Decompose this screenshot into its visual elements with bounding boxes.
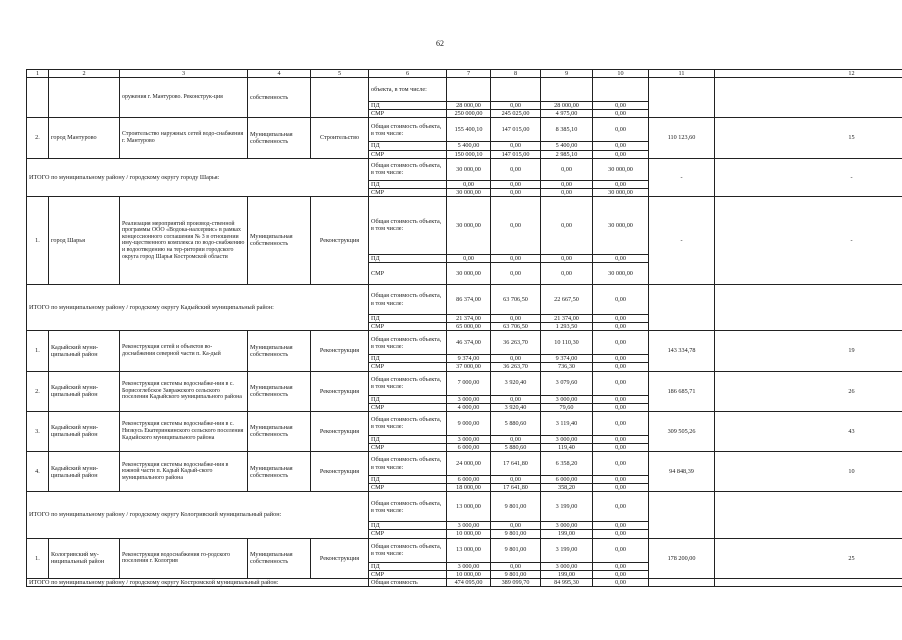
- capacity-cell: -: [649, 158, 715, 196]
- value-cell: 0,00: [491, 158, 541, 180]
- value-cell: 0,00: [593, 371, 649, 395]
- cost-label: Общая стоимость объекта, в том числе:: [369, 285, 447, 315]
- value-cell: 5 880,60: [491, 411, 541, 435]
- pd-label: ПД: [369, 142, 447, 150]
- column-number-row: [27, 70, 902, 78]
- value-cell: 46 374,00: [447, 331, 491, 355]
- capacity-cell: 178 200,00: [649, 538, 715, 578]
- value-cell: 3 000,00: [541, 562, 593, 570]
- row-number: 2.: [27, 371, 49, 411]
- total-title: ИТОГО по муниципальному району / городскому округу Кадыйский муниципальный район:: [27, 285, 369, 331]
- work-type: Реконструкция: [311, 331, 369, 371]
- value-cell: 0,00: [541, 158, 593, 180]
- municipality: Кадыйский муни-ципальный район: [49, 331, 120, 371]
- value-cell: 0,00: [491, 315, 541, 323]
- value-cell: 10 000,00: [447, 530, 491, 538]
- value-cell: 0,00: [491, 435, 541, 443]
- row-number: 3.: [27, 411, 49, 451]
- value-cell: 0,00: [593, 110, 649, 118]
- value-cell: 6 358,20: [541, 452, 593, 476]
- value-cell: 147 015,00: [491, 150, 541, 158]
- table-row: [27, 538, 902, 562]
- value-cell: 0,00: [593, 331, 649, 355]
- value-cell: 36 263,70: [491, 363, 541, 371]
- value-cell: 9 374,00: [447, 355, 491, 363]
- value-cell: 736,30: [541, 363, 593, 371]
- column-number: 4: [248, 70, 311, 78]
- value-cell: 199,00: [541, 530, 593, 538]
- value-cell: 5 400,00: [447, 142, 491, 150]
- value-cell: 0,00: [593, 411, 649, 435]
- value-cell: 17 641,80: [491, 452, 541, 476]
- value-cell: 0,00: [541, 254, 593, 262]
- value-cell: 4 000,00: [447, 403, 491, 411]
- value-cell: 28 000,00: [447, 102, 491, 110]
- value-cell: 0,00: [491, 476, 541, 484]
- value-cell: 150 000,10: [447, 150, 491, 158]
- municipality: город Шарья: [49, 196, 120, 284]
- value-cell: 30 000,00: [447, 158, 491, 180]
- smr-label: СМР: [369, 403, 447, 411]
- work-type: Реконструкция: [311, 411, 369, 451]
- column-number: 8: [491, 70, 541, 78]
- count-cell: -: [715, 158, 902, 196]
- column-number: 10: [593, 70, 649, 78]
- value-cell: 63 706,50: [491, 285, 541, 315]
- cost-label: Общая стоимость объекта, в том числе:: [369, 538, 447, 562]
- row-number: 1.: [27, 196, 49, 284]
- cost-label: Общая стоимость объекта, в том числе:: [369, 492, 447, 522]
- smr-label: СМР: [369, 484, 447, 492]
- count-cell: -: [715, 196, 902, 284]
- value-cell: 9 801,00: [491, 530, 541, 538]
- pd-label: ПД: [369, 254, 447, 262]
- column-number: 2: [49, 70, 120, 78]
- column-number: 1: [27, 70, 49, 78]
- value-cell: 8 385,10: [541, 118, 593, 142]
- value-cell: 22 667,50: [541, 285, 593, 315]
- cost-label: Общая стоимость объекта, в том числе:: [369, 452, 447, 476]
- value-cell: 0,00: [593, 254, 649, 262]
- row-number: 2.: [27, 118, 49, 158]
- count-cell: 15: [715, 118, 902, 158]
- total-row: [27, 578, 902, 586]
- value-cell: 0,00: [491, 254, 541, 262]
- value-cell: 86 374,00: [447, 285, 491, 315]
- value-cell: [593, 78, 649, 102]
- value-cell: 0,00: [593, 570, 649, 578]
- value-cell: 18 000,00: [447, 484, 491, 492]
- row-number: 1.: [27, 538, 49, 578]
- municipality: город Мантурово: [49, 118, 120, 158]
- value-cell: 0,00: [593, 118, 649, 142]
- value-cell: 3 119,40: [541, 411, 593, 435]
- value-cell: 9 374,00: [541, 355, 593, 363]
- value-cell: 28 000,00: [541, 102, 593, 110]
- cost-label: объекта, в том числе:: [369, 78, 447, 102]
- object-name: Реконструкция сетей и объектов во-доснабжения северной части п. Ка-дый: [120, 331, 248, 371]
- capacity-cell: 186 685,71: [649, 371, 715, 411]
- value-cell: 30 000,00: [447, 263, 491, 285]
- value-cell: 0,00: [593, 315, 649, 323]
- value-cell: 0,00: [593, 180, 649, 188]
- municipality: [49, 78, 120, 118]
- value-cell: 13 000,00: [447, 492, 491, 522]
- capacity-cell: 94 848,39: [649, 452, 715, 492]
- capacity-cell: 309 505,26: [649, 411, 715, 451]
- count-cell: [715, 492, 902, 538]
- column-number: 3: [120, 70, 248, 78]
- work-type: Реконструкция: [311, 538, 369, 578]
- cost-label: Общая стоимость: [369, 578, 447, 586]
- column-number: 7: [447, 70, 491, 78]
- municipality: Кадыйский муни-ципальный район: [49, 411, 120, 451]
- value-cell: 3 000,00: [541, 395, 593, 403]
- object-name: Реконструкция водоснабжения го-родского поселения г. Кологрив: [120, 538, 248, 578]
- value-cell: 0,00: [541, 196, 593, 254]
- pd-label: ПД: [369, 180, 447, 188]
- total-row: [27, 158, 902, 180]
- table-row: [27, 196, 902, 254]
- work-type: Строительство: [311, 118, 369, 158]
- value-cell: 0,00: [593, 484, 649, 492]
- column-number: 9: [541, 70, 593, 78]
- value-cell: 3 000,00: [541, 522, 593, 530]
- value-cell: 3 079,60: [541, 371, 593, 395]
- pd-label: ПД: [369, 395, 447, 403]
- count-cell: [715, 285, 902, 331]
- municipality: Кадыйский муни-ципальный район: [49, 452, 120, 492]
- smr-label: СМР: [369, 263, 447, 285]
- smr-label: СМР: [369, 150, 447, 158]
- pd-label: ПД: [369, 102, 447, 110]
- value-cell: 84 995,30: [541, 578, 593, 586]
- value-cell: 3 000,00: [447, 435, 491, 443]
- value-cell: 4 975,00: [541, 110, 593, 118]
- value-cell: 0,00: [593, 562, 649, 570]
- value-cell: 0,00: [593, 142, 649, 150]
- value-cell: 0,00: [593, 363, 649, 371]
- capacity-cell: 143 334,78: [649, 331, 715, 371]
- value-cell: 36 263,70: [491, 331, 541, 355]
- work-type: [311, 78, 369, 118]
- cost-label: Общая стоимость объекта, в том числе:: [369, 331, 447, 355]
- value-cell: 0,00: [593, 452, 649, 476]
- object-name: Реконструкция системы водоснабже-ния в с. Борисоглебское Завражского сельского поселения Кадыйского муниципального района: [120, 371, 248, 411]
- table-row: [27, 78, 902, 102]
- value-cell: 30 000,00: [593, 158, 649, 180]
- value-cell: 0,00: [593, 538, 649, 562]
- value-cell: 0,00: [593, 102, 649, 110]
- table-row: [27, 371, 902, 395]
- column-number: 5: [311, 70, 369, 78]
- capacity-cell: [649, 578, 715, 586]
- row-number: 4.: [27, 452, 49, 492]
- value-cell: 389 099,70: [491, 578, 541, 586]
- value-cell: [541, 78, 593, 102]
- value-cell: 0,00: [491, 196, 541, 254]
- value-cell: 1 293,50: [541, 323, 593, 331]
- total-title: ИТОГО по муниципальному району / городскому округу Костромской муниципальный район:: [27, 578, 369, 586]
- value-cell: 0,00: [593, 150, 649, 158]
- count-cell: 26: [715, 371, 902, 411]
- value-cell: 3 000,00: [447, 522, 491, 530]
- value-cell: 0,00: [491, 355, 541, 363]
- value-cell: 3 920,40: [491, 403, 541, 411]
- pd-label: ПД: [369, 355, 447, 363]
- value-cell: 0,00: [593, 395, 649, 403]
- value-cell: 0,00: [593, 435, 649, 443]
- value-cell: 21 374,00: [447, 315, 491, 323]
- value-cell: 3 000,00: [541, 435, 593, 443]
- value-cell: 63 706,50: [491, 323, 541, 331]
- value-cell: 0,00: [593, 476, 649, 484]
- total-title: ИТОГО по муниципальному району / городскому округу Кологривский муниципальный район:: [27, 492, 369, 538]
- value-cell: 474 095,00: [447, 578, 491, 586]
- cost-label: Общая стоимость объекта, в том числе:: [369, 371, 447, 395]
- value-cell: 6 000,00: [541, 476, 593, 484]
- capacity-cell: [649, 78, 715, 118]
- investment-table: [26, 69, 902, 587]
- value-cell: [491, 78, 541, 102]
- value-cell: 0,00: [593, 578, 649, 586]
- value-cell: 147 015,00: [491, 118, 541, 142]
- cost-label: Общая стоимость объекта, в том числе:: [369, 196, 447, 254]
- value-cell: 13 000,00: [447, 538, 491, 562]
- value-cell: 6 000,00: [447, 476, 491, 484]
- object-name: Реконструкция системы водоснабже-ния в с. Низкусь Екатеринкинского сельского поселения Кадыйского муниципального района: [120, 411, 248, 451]
- table-row: [27, 411, 902, 435]
- count-cell: 25: [715, 538, 902, 578]
- object-name: оружения г. Мантурово. Реконструк-ция: [120, 78, 248, 118]
- cost-label: Общая стоимость объекта, в том числе:: [369, 118, 447, 142]
- value-cell: 5 880,60: [491, 443, 541, 451]
- value-cell: 24 000,00: [447, 452, 491, 476]
- pd-label: ПД: [369, 315, 447, 323]
- ownership: Муниципальная собственность: [248, 118, 311, 158]
- value-cell: 0,00: [491, 562, 541, 570]
- value-cell: 0,00: [593, 355, 649, 363]
- value-cell: 2 985,10: [541, 150, 593, 158]
- value-cell: 0,00: [491, 180, 541, 188]
- value-cell: 0,00: [541, 263, 593, 285]
- total-title: ИТОГО по муниципальному району / городскому округу городу Шарья:: [27, 158, 369, 196]
- value-cell: 155 400,10: [447, 118, 491, 142]
- value-cell: 0,00: [491, 188, 541, 196]
- object-name: Строительство наружных сетей водо-снабжения г. Мантурово: [120, 118, 248, 158]
- value-cell: 0,00: [491, 522, 541, 530]
- value-cell: 9 000,00: [447, 411, 491, 435]
- value-cell: 0,00: [447, 180, 491, 188]
- value-cell: 0,00: [593, 492, 649, 522]
- smr-label: СМР: [369, 323, 447, 331]
- work-type: Реконструкция: [311, 371, 369, 411]
- total-row: [27, 492, 902, 522]
- count-cell: [715, 78, 902, 118]
- value-cell: [447, 78, 491, 102]
- value-cell: 30 000,00: [593, 188, 649, 196]
- smr-label: СМР: [369, 443, 447, 451]
- value-cell: 0,00: [593, 522, 649, 530]
- value-cell: 3 199,00: [541, 492, 593, 522]
- capacity-cell: 110 123,60: [649, 118, 715, 158]
- capacity-cell: [649, 492, 715, 538]
- municipality: Кологривский му-ниципальный район: [49, 538, 120, 578]
- page-number: 62: [436, 39, 444, 48]
- cost-label: Общая стоимость объекта, в том числе:: [369, 411, 447, 435]
- value-cell: 10 110,30: [541, 331, 593, 355]
- value-cell: 0,00: [447, 254, 491, 262]
- ownership: Муниципальная собственность: [248, 411, 311, 451]
- count-cell: [715, 578, 902, 586]
- table-row: [27, 331, 902, 355]
- value-cell: 30 000,00: [593, 263, 649, 285]
- value-cell: 9 801,00: [491, 538, 541, 562]
- smr-label: СМР: [369, 110, 447, 118]
- row-number: [27, 78, 49, 118]
- value-cell: 17 641,80: [491, 484, 541, 492]
- pd-label: ПД: [369, 562, 447, 570]
- value-cell: 0,00: [491, 102, 541, 110]
- ownership: Муниципальная собственность: [248, 538, 311, 578]
- value-cell: 9 801,00: [491, 570, 541, 578]
- value-cell: 10 000,00: [447, 570, 491, 578]
- ownership: Муниципальная собственность: [248, 196, 311, 284]
- value-cell: 79,60: [541, 403, 593, 411]
- value-cell: 65 000,00: [447, 323, 491, 331]
- work-type: Реконструкция: [311, 196, 369, 284]
- smr-label: СМР: [369, 188, 447, 196]
- value-cell: 0,00: [491, 142, 541, 150]
- value-cell: 0,00: [491, 263, 541, 285]
- value-cell: 30 000,00: [593, 196, 649, 254]
- ownership: Муниципальная собственность: [248, 452, 311, 492]
- value-cell: 199,00: [541, 570, 593, 578]
- value-cell: 6 000,00: [447, 443, 491, 451]
- value-cell: 3 920,40: [491, 371, 541, 395]
- capacity-cell: -: [649, 196, 715, 284]
- object-name: Реконструкция системы водоснабже-ния в южной части п. Кадый Кадый-ского муниципального района: [120, 452, 248, 492]
- table-row: [27, 452, 902, 476]
- value-cell: 0,00: [593, 323, 649, 331]
- ownership: Муниципальная собственность: [248, 331, 311, 371]
- pd-label: ПД: [369, 435, 447, 443]
- smr-label: СМР: [369, 570, 447, 578]
- value-cell: 3 000,00: [447, 395, 491, 403]
- value-cell: 30 000,00: [447, 188, 491, 196]
- value-cell: 3 000,00: [447, 562, 491, 570]
- ownership: собственность: [248, 78, 311, 118]
- value-cell: 37 000,00: [447, 363, 491, 371]
- value-cell: 7 000,00: [447, 371, 491, 395]
- value-cell: 0,00: [541, 188, 593, 196]
- count-cell: 10: [715, 452, 902, 492]
- value-cell: 358,20: [541, 484, 593, 492]
- capacity-cell: [649, 285, 715, 331]
- count-cell: 43: [715, 411, 902, 451]
- value-cell: 3 199,00: [541, 538, 593, 562]
- value-cell: 0,00: [491, 395, 541, 403]
- value-cell: 0,00: [593, 443, 649, 451]
- value-cell: 5 400,00: [541, 142, 593, 150]
- smr-label: СМР: [369, 530, 447, 538]
- municipality: Кадыйский муни-ципальный район: [49, 371, 120, 411]
- value-cell: 250 000,00: [447, 110, 491, 118]
- smr-label: СМР: [369, 363, 447, 371]
- value-cell: 119,40: [541, 443, 593, 451]
- column-number: 11: [649, 70, 715, 78]
- value-cell: 0,00: [541, 180, 593, 188]
- value-cell: 0,00: [593, 530, 649, 538]
- cost-label: Общая стоимость объекта, в том числе:: [369, 158, 447, 180]
- value-cell: 9 801,00: [491, 492, 541, 522]
- value-cell: 0,00: [593, 285, 649, 315]
- pd-label: ПД: [369, 522, 447, 530]
- count-cell: 19: [715, 331, 902, 371]
- value-cell: 245 025,00: [491, 110, 541, 118]
- value-cell: 21 374,00: [541, 315, 593, 323]
- column-number: 12: [715, 70, 902, 78]
- value-cell: 0,00: [593, 403, 649, 411]
- work-type: Реконструкция: [311, 452, 369, 492]
- object-name: Реализация мероприятий производ-ственной программы ООО «Водока-налсервис» в рамках концессионного соглашения № 3 в отношении иму-щественного комплекса по водо-снабжению и водоотведению на тер-ритории городского округа город Шарья Костромской области: [120, 196, 248, 284]
- column-number: 6: [369, 70, 447, 78]
- pd-label: ПД: [369, 476, 447, 484]
- row-number: 1.: [27, 331, 49, 371]
- value-cell: 30 000,00: [447, 196, 491, 254]
- ownership: Муниципальная собственность: [248, 371, 311, 411]
- table-row: [27, 118, 902, 142]
- total-row: [27, 285, 902, 315]
